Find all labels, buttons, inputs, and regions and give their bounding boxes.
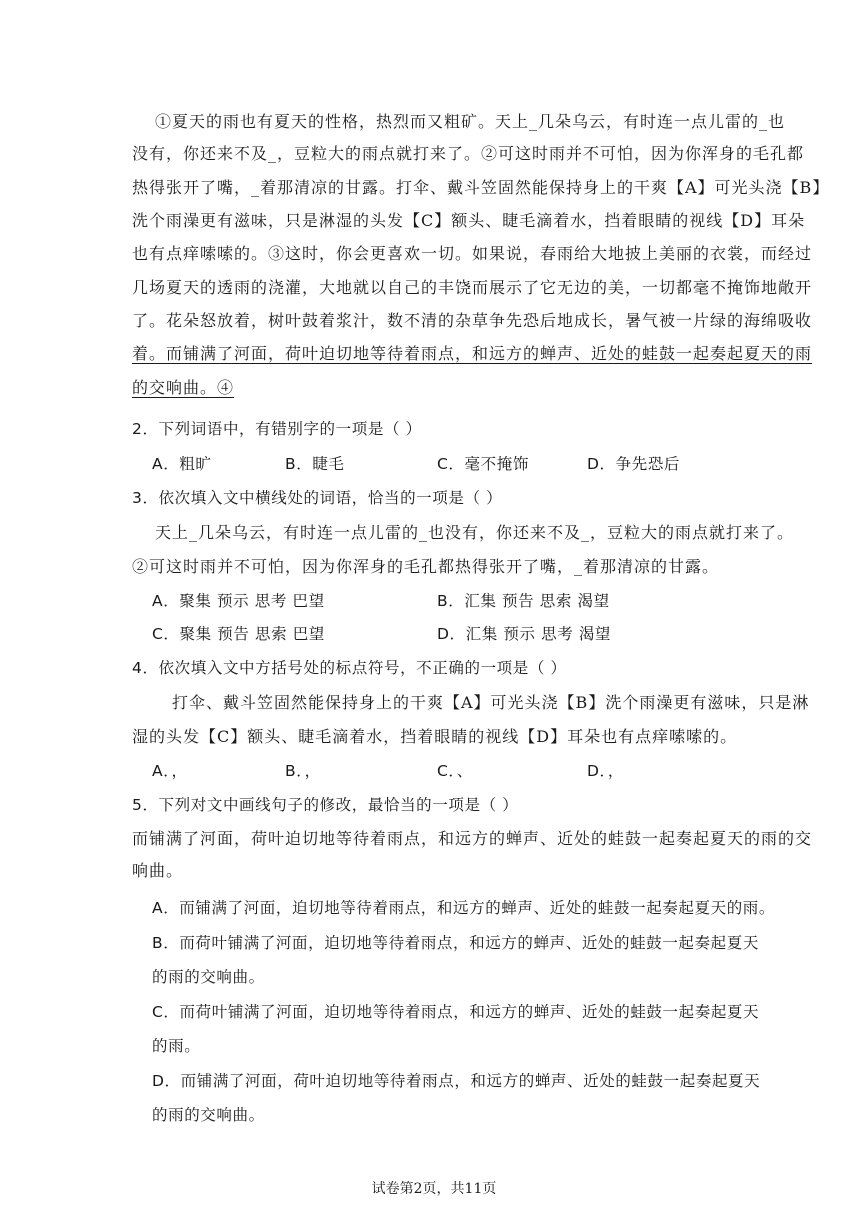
q5-option-c-cont: 的雨。	[152, 1037, 201, 1055]
q5-option-d: D．而铺满了河面，荷叶迫切地等待着雨点，和远方的蝉声、近处的蛙鼓一起奏起夏天	[152, 1072, 761, 1090]
q5-option-d-cont: 的雨的交响曲。	[152, 1106, 265, 1124]
q4-option-b: B．，	[285, 762, 321, 780]
page-footer: 试卷第2页，共11页	[371, 1181, 497, 1197]
q3-quote-line: 天上_几朵乌云，有时连一点儿雷的_也没有，你还来不及_，豆粒大的雨点就打来了。	[155, 523, 795, 542]
q4-option-d: D．，	[587, 762, 624, 780]
q3-option-c: C．聚集 预告 思索 巴望	[152, 625, 325, 643]
q4-stem: 4．依次填入文中方括号处的标点符号，不正确的一项是（ ）	[132, 659, 567, 677]
q2-option-c: C．毫不掩饰	[437, 455, 529, 473]
passage-line: 没有，你还来不及_，豆粒大的雨点就打来了。②可这时雨并不可怕，因为你浑身的毛孔都	[132, 144, 805, 163]
q2-option-d: D．争先恐后	[587, 455, 681, 473]
q3-option-a: A．聚集 预示 思考 巴望	[152, 592, 325, 610]
q3-stem: 3．依次填入文中横线处的词语，恰当的一项是（ ）	[132, 489, 503, 507]
passage-underlined-line: 的交响曲。④	[132, 378, 235, 397]
passage-line: 了。花朵怒放着，树叶鼓着浆汁，数不清的杂草争先恐后地成长，暑气被一片绿的海绵吸收	[132, 311, 813, 330]
q2-option-a: A．粗旷	[152, 455, 212, 473]
q5-stem: 5．下列对文中画线句子的修改，最恰当的一项是（ ）	[132, 796, 519, 814]
passage-line: ①夏天的雨也有夏天的性格，热烈而又粗矿。天上_几朵乌云，有时连一点儿雷的_也	[155, 112, 786, 131]
q2-option-b: B．睫毛	[285, 455, 345, 473]
q3-quote-line: ②可这时雨并不可怕，因为你浑身的毛孔都热得张开了嘴，_着那清凉的甘露。	[132, 557, 720, 576]
q5-option-a: A．而铺满了河面，迫切地等待着雨点，和远方的蝉声、近处的蛙鼓一起奏起夏天的雨。	[152, 899, 776, 917]
q5-option-b-cont: 的雨的交响曲。	[152, 968, 265, 986]
passage-line: 洗个雨澡更有滋味，只是淋湿的头发【C】额头、睫毛滴着水，挡着眼睛的视线【D】耳朵	[132, 211, 806, 230]
q4-quote-line: 打伞、戴斗笠固然能保持身上的干爽【A】可光头浇【B】洗个雨澡更有滋味，只是淋	[172, 693, 810, 712]
q2-stem: 2．下列词语中，有错别字的一项是（ ）	[132, 420, 422, 438]
passage-line: 也有点痒嗦嗦的。③这时，你会更喜欢一切。如果说，春雨给大地披上美丽的衣裳，而经过	[132, 244, 813, 263]
passage-underlined-line: 着。而铺满了河面，荷叶迫切地等待着雨点，和远方的蝉声、近处的蛙鼓一起奏起夏天的雨	[132, 344, 813, 363]
q5-option-b: B．而荷叶铺满了河面，迫切地等待着雨点，和远方的蝉声、近处的蛙鼓一起奏起夏天	[152, 934, 759, 952]
q4-option-c: C．、	[437, 762, 473, 780]
q5-quote-line: 响曲。	[132, 861, 184, 880]
passage-line: 几场夏天的透雨的浇灌，大地就以自己的丰饶而展示了它无边的美，一切都毫不掩饰地敞开	[132, 278, 813, 297]
q4-quote-line: 湿的头发【C】额头、睫毛滴着水，挡着眼睛的视线【D】耳朵也有点痒嗦嗦的。	[132, 727, 738, 746]
q4-option-a: A．，	[152, 762, 188, 780]
q3-option-d: D．汇集 预示 思考 渴望	[437, 625, 612, 643]
q5-quote-line: 而铺满了河面，荷叶迫切地等待着雨点，和远方的蝉声、近处的蛙鼓一起奏起夏天的雨的交	[132, 829, 813, 848]
q5-option-c: C．而荷叶铺满了河面，迫切地等待着雨点，和远方的蝉声、近处的蛙鼓一起奏起夏天	[152, 1003, 760, 1021]
passage-line: 热得张开了嘴，_着那清凉的甘露。打伞、戴斗笠固然能保持身上的干爽【A】可光头浇【B】	[132, 178, 830, 197]
q3-option-b: B．汇集 预告 思索 渴望	[437, 592, 610, 610]
